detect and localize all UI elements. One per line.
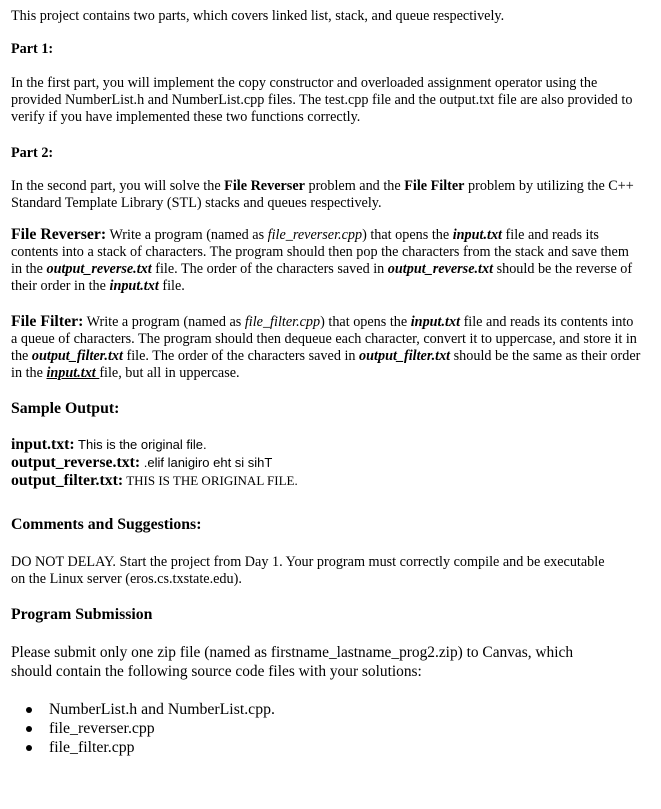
- file-reverser-text: file.: [158, 278, 185, 294]
- file-filter-output-file: output_filter.txt: [31, 348, 123, 364]
- file-filter-text: ) that opens the: [320, 314, 411, 330]
- file-filter-output-file: output_filter.txt: [359, 348, 451, 364]
- file-filter-text: Write a program (named as: [83, 314, 245, 330]
- file-filter-paragraph: [11, 313, 641, 382]
- list-item: [11, 719, 411, 738]
- part2-intro: [11, 178, 641, 212]
- part2-intro-file-reverser: File Reverser: [224, 178, 305, 194]
- sample-line-input: [11, 436, 207, 454]
- comments-heading: Comments and Suggestions:: [11, 516, 202, 533]
- intro-text: This project contains two parts, which covers linked list, stack, and queue respectively.: [11, 8, 505, 24]
- list-item: [11, 700, 411, 719]
- part1-heading: Part 1:: [11, 41, 54, 57]
- sample-line-reverse: [11, 454, 272, 472]
- file-reverser-filename: file_reverser.cpp: [267, 227, 363, 243]
- file-filter-text: file. The order of the characters saved in: [122, 348, 360, 364]
- submission-body: Please submit only one zip file (named as firstname_lastname_prog2.zip) to Canvas, which should contain the following source code files with your solutions:: [11, 644, 574, 680]
- file-reverser-paragraph: [11, 226, 641, 295]
- bullet-icon: [26, 707, 32, 713]
- file-name: file_filter.cpp: [49, 739, 135, 756]
- part2-intro-text-e: problem by utilizing the C++ Standard Template Library (STL) stacks and queues respectively.: [11, 178, 634, 211]
- sample-line-filter: [11, 472, 298, 490]
- file-reverser-label: File Reverser:: [11, 226, 107, 243]
- file-filter-text: file, but all in uppercase.: [99, 365, 240, 381]
- file-reverser-output-file: output_reverse.txt: [387, 261, 494, 277]
- part2-intro-file-filter: File Filter: [404, 178, 465, 194]
- file-name: file_reverser.cpp: [49, 720, 155, 737]
- bullet-icon: [26, 745, 32, 751]
- file-reverser-text: ) that opens the: [362, 227, 453, 243]
- sample-line-label: output_filter.txt:: [11, 472, 124, 489]
- sample-line-value: This is the original file.: [74, 437, 207, 452]
- comments-body: DO NOT DELAY. Start the project from Day 1. Your program must correctly compile and be executable on the Linux server (eros.cs.txstate.edu).: [11, 554, 605, 587]
- submission-heading: Program Submission: [11, 606, 153, 623]
- sample-line-value: THIS IS THE ORIGINAL FILE.: [123, 473, 298, 488]
- part2-intro-text-c: problem and the: [304, 178, 405, 194]
- file-filter-filename: file_filter.cpp: [244, 314, 321, 330]
- file-reverser-input-file: input.txt: [452, 227, 502, 243]
- sample-line-label: output_reverse.txt:: [11, 454, 141, 471]
- file-reverser-text: Write a program (named as: [106, 227, 268, 243]
- sample-line-value: .elif lanigiro eht si sihT: [140, 455, 273, 470]
- file-reverser-text: file and reads its contents into a stack of characters. The program should then pop the characters from the stack and save them in the: [11, 227, 629, 277]
- file-reverser-text: file. The order of the characters saved in: [151, 261, 388, 277]
- file-filter-text: should be the same as their order in the: [11, 348, 641, 381]
- file-filter-label: File Filter:: [11, 313, 84, 330]
- sample-line-label: input.txt:: [11, 436, 75, 453]
- submission-file-list: [11, 700, 411, 757]
- bullet-icon: [26, 726, 32, 732]
- file-reverser-input-file: input.txt: [109, 278, 159, 294]
- file-reverser-text: should be the reverse of their order in the: [11, 261, 633, 294]
- part2-heading: Part 2:: [11, 145, 54, 161]
- file-reverser-output-file: output_reverse.txt: [46, 261, 152, 277]
- file-filter-input-file: input.txt: [410, 314, 461, 330]
- sample-output-heading: Sample Output:: [11, 400, 120, 417]
- part1-body: In the first part, you will implement the copy constructor and overloaded assignment operator using the provided NumberList.h and NumberList.cpp files. The test.cpp file and the output.txt file are also provided to verify if you have implemented these two functions correctly.: [11, 75, 633, 125]
- file-name: NumberList.h and NumberList.cpp.: [49, 701, 275, 718]
- list-item: [11, 738, 411, 757]
- file-filter-input-file: input.txt: [46, 365, 100, 381]
- file-filter-text: file and reads its contents into a queue of characters. The program should then dequeue each character, convert it to uppercase, and store it in the: [11, 314, 637, 364]
- part2-intro-text-a: In the second part, you will solve the: [11, 178, 225, 194]
